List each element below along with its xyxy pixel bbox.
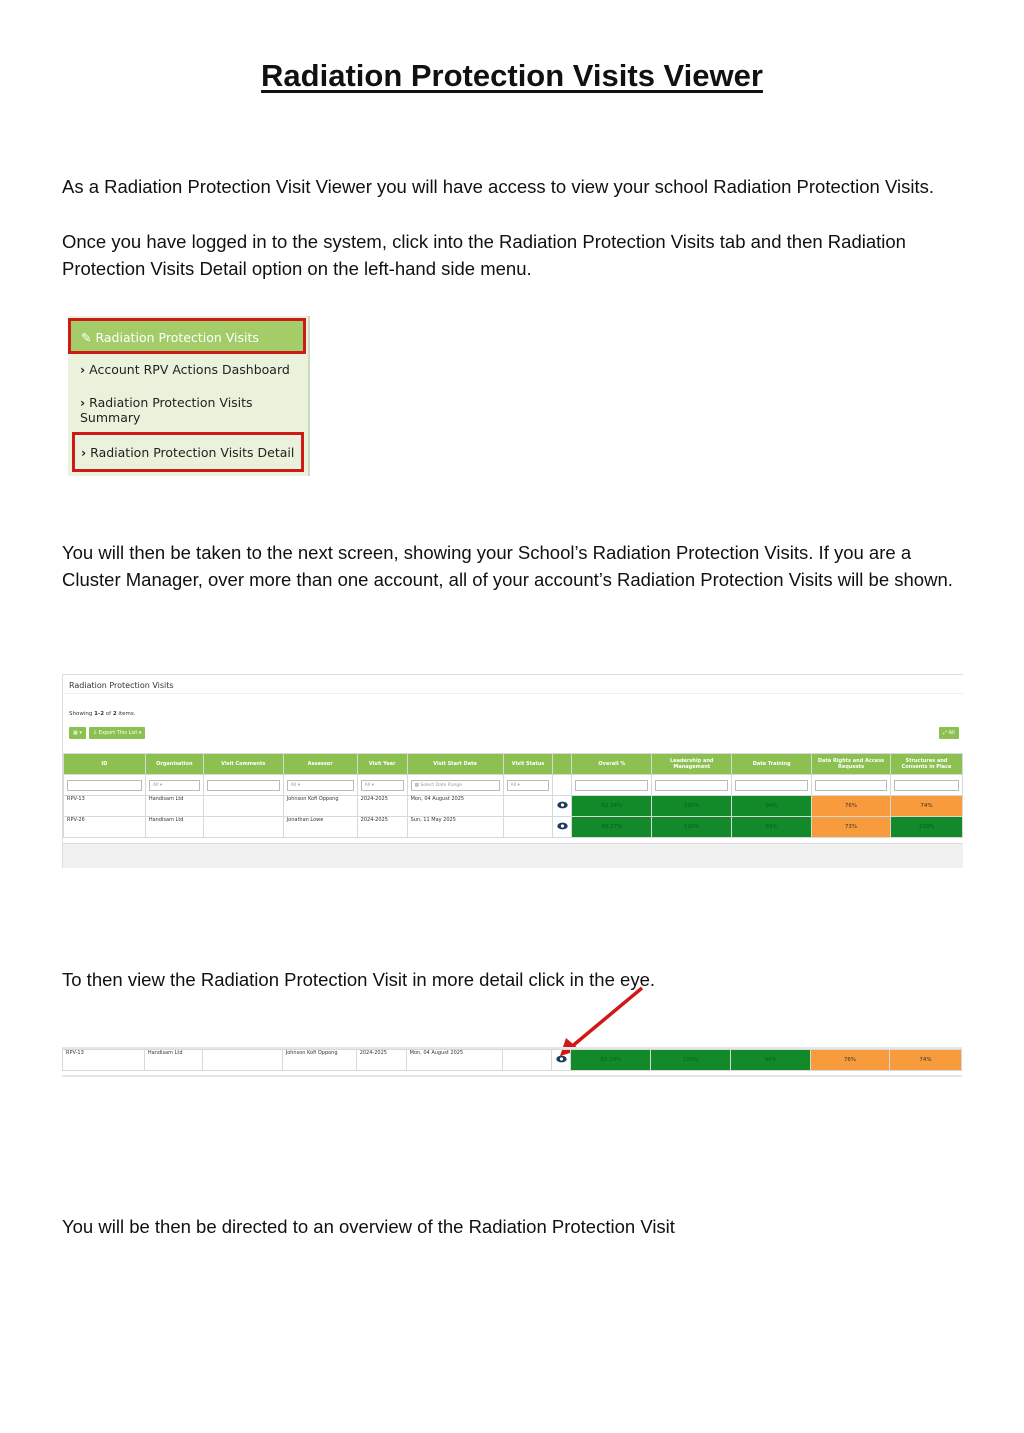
cell-year: 2024-2025	[356, 1050, 406, 1071]
cell-start-date: Sun, 11 May 2025	[407, 817, 503, 838]
divider	[63, 693, 963, 694]
cell-id: RPV-13	[63, 1050, 145, 1071]
cell-comments	[202, 1050, 282, 1071]
cell-status	[503, 817, 553, 838]
chevron-right-icon: ›	[80, 395, 86, 410]
page-title: Radiation Protection Visits Viewer	[261, 58, 763, 93]
cell-start-date: Mon, 04 August 2025	[407, 796, 503, 817]
items-count: Showing 1-2 of 2 items.	[69, 711, 136, 717]
filter-row	[64, 775, 963, 796]
menu-item-account-rpv-dashboard[interactable]	[80, 362, 290, 377]
side-menu-screenshot	[68, 316, 310, 476]
leadership-filter-input[interactable]	[655, 780, 728, 791]
cell-year: 2024-2025	[357, 817, 407, 838]
pencil-icon: ✎	[81, 330, 92, 345]
table-row	[63, 1050, 962, 1071]
column-header[interactable]: Data Rights and Access Requests	[812, 754, 891, 775]
menu-item-radiation-protection-visits[interactable]	[68, 318, 306, 354]
column-header[interactable]: Overall %	[572, 754, 652, 775]
column-header[interactable]: Structures and Consents in Place	[890, 754, 962, 775]
next-screen-paragraph: You will then be taken to the next screen, showing your School’s Radiation Protection Visits. If you are a Cluster Manager, over more than one account, all of your account’s Radiation Protection Visits will be shown.	[62, 542, 953, 590]
single-row-screenshot	[62, 1047, 962, 1077]
eye-icon	[557, 822, 568, 830]
cell-overall: 82.24%	[571, 1050, 651, 1071]
cell-assessor: Jonathan Lowe	[283, 817, 357, 838]
menu-header-label: Radiation Protection Visits	[95, 330, 259, 345]
menu-item-label: Account RPV Actions Dashboard	[89, 362, 290, 377]
column-header[interactable]: Organisation	[145, 754, 203, 775]
column-header[interactable]: Visit Year	[357, 754, 407, 775]
rpv-table	[63, 753, 963, 838]
cell-training: 83%	[732, 817, 812, 838]
menu-item-label-line2: Summary	[80, 410, 141, 425]
view-eye-button[interactable]	[553, 796, 572, 817]
cell-status	[502, 1050, 552, 1071]
cell-structures: 74%	[890, 796, 962, 817]
cell-training: 94%	[732, 796, 812, 817]
intro-paragraph: As a Radiation Protection Visit Viewer you will have access to view your school Radiation Protection Visits.	[62, 176, 934, 197]
column-header[interactable]: Visit Start Date	[407, 754, 503, 775]
cell-assessor: Johnson Kofi Oppong	[283, 796, 357, 817]
cell-org: Handisam Ltd	[144, 1050, 202, 1071]
view-eye-button[interactable]	[552, 1050, 571, 1071]
rpv-table-screenshot	[62, 674, 963, 868]
year-filter-select[interactable]: All ▾	[361, 780, 404, 791]
chevron-right-icon: ›	[81, 445, 87, 460]
cell-org: Handisam Ltd	[145, 796, 203, 817]
cell-rights: 76%	[812, 796, 891, 817]
cell-overall: 82.24%	[572, 796, 652, 817]
cell-year: 2024-2025	[357, 796, 407, 817]
rights-filter-input[interactable]	[815, 780, 887, 791]
status-filter-select[interactable]: All ▾	[507, 780, 550, 791]
overall-filter-input[interactable]	[575, 780, 648, 791]
show-all-button[interactable]: ⤢ All	[939, 727, 959, 739]
eye-instructions: To then view the Radiation Protection Visit in more detail click in the eye.	[62, 969, 655, 990]
cell-structures: 100%	[890, 817, 962, 838]
column-header[interactable]: Leadership and Management	[652, 754, 732, 775]
cell-status	[503, 796, 553, 817]
cell-comments	[203, 796, 283, 817]
cell-id: RPV-13	[64, 796, 146, 817]
cell-structures: 74%	[890, 1050, 962, 1071]
menu-item-label: Radiation Protection Visits Detail	[90, 445, 295, 460]
table-header-row	[64, 754, 963, 775]
column-header[interactable]: Assessor	[283, 754, 357, 775]
menu-item-rpv-summary[interactable]	[80, 395, 253, 425]
id-filter-input[interactable]	[67, 780, 142, 791]
grid-menu-button[interactable]: ▦ ▾	[69, 727, 86, 739]
menu-item-label: Radiation Protection Visits	[89, 395, 253, 410]
structures-filter-input[interactable]	[894, 780, 959, 791]
cell-leadership: 100%	[651, 1050, 731, 1071]
rpv-row-crop	[62, 1049, 962, 1071]
training-filter-input[interactable]	[735, 780, 808, 791]
view-eye-button[interactable]	[553, 817, 572, 838]
panel-title: Radiation Protection Visits	[69, 681, 174, 690]
login-instructions: Once you have logged in to the system, click into the Radiation Protection Visits tab and then Radiation Protection Visits Detail option on the left-hand side menu.	[62, 231, 906, 279]
table-row	[64, 817, 963, 838]
export-list-button[interactable]: ⇩ Export This List ▾	[89, 727, 145, 739]
cell-training: 94%	[731, 1050, 811, 1071]
eye-icon	[557, 801, 568, 809]
overview-paragraph: You will be then be directed to an overview of the Radiation Protection Visit	[62, 1216, 675, 1237]
cell-comments	[203, 817, 283, 838]
org-filter-select[interactable]: All ▾	[149, 780, 200, 791]
chevron-right-icon: ›	[80, 362, 86, 377]
date-range-filter[interactable]: ▦ Select Date Range	[411, 780, 500, 791]
assessor-filter-select[interactable]: All ▾	[287, 780, 354, 791]
cell-rights: 73%	[812, 817, 891, 838]
cell-assessor: Johnson Kofi Oppong	[282, 1050, 356, 1071]
column-header[interactable]: Data Training	[732, 754, 812, 775]
column-header	[553, 754, 572, 775]
cell-leadership: 100%	[652, 817, 732, 838]
comments-filter-input[interactable]	[207, 780, 280, 791]
column-header[interactable]: Visit Status	[503, 754, 553, 775]
cell-id: RPV-26	[64, 817, 146, 838]
column-header[interactable]: ID	[64, 754, 146, 775]
cell-overall: 86.27%	[572, 817, 652, 838]
menu-item-rpv-detail[interactable]	[72, 432, 304, 472]
table-row	[64, 796, 963, 817]
cell-start-date: Mon, 04 August 2025	[406, 1050, 502, 1071]
column-header[interactable]: Visit Comments	[203, 754, 283, 775]
table-footer	[63, 843, 963, 868]
cell-org: Handisam Ltd	[145, 817, 203, 838]
cell-leadership: 100%	[652, 796, 732, 817]
eye-icon	[556, 1055, 567, 1063]
cell-rights: 76%	[811, 1050, 890, 1071]
